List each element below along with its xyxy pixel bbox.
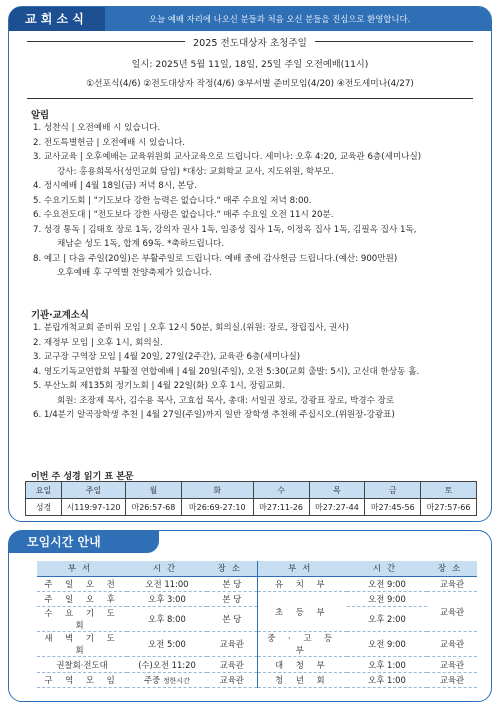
meeting-header: 시간 — [127, 561, 207, 576]
notice-item: 2. 전도특별헌금 | 오전예배 시 있습니다. — [33, 137, 186, 148]
meeting-cell: 교육관 — [207, 657, 257, 672]
meeting-cell: 본 당 — [207, 576, 257, 591]
bible-title: 이번 주 성경 읽기 표 본문 — [31, 472, 134, 482]
meeting-cell: 수 요 기 도 회 — [37, 607, 127, 632]
meeting-cell: 오후 1:00 — [347, 672, 427, 687]
meeting-cell-time: 주중 — [144, 674, 161, 685]
notice-item: 3. 교사교육 | 오후예배는 교육위원회 교사교육으로 드립니다. 세미나: 오후 4:20, 교육관 6층(세미나실) — [33, 152, 422, 162]
bible-cell: 마27:57-66 — [421, 499, 477, 516]
notice-item: 5. 수요기도회 | "기도보다 강한 능력은 없습니다." 매주 수요일 저녁 8:00. — [33, 195, 312, 206]
feature-steps: ①선포식(4/6) ②전도대상자 작정(4/6) ③부서별 준비모임(4/20) ④전도세미나(4/27) — [86, 79, 414, 89]
meeting-cell: 오후 3:00 — [127, 592, 207, 607]
meeting-cell: 오전 9:00 — [347, 592, 427, 607]
bible-header: 주일 — [62, 482, 126, 499]
external-item: 5. 부산노회 제135회 정기노회 | 4월 22일(화) 오후 1시, 장림교회. — [33, 381, 286, 391]
meeting-cell: 교육관 — [427, 632, 477, 657]
notice-item: 8. 예고 | 다음 주일(20일)은 부활주일로 드립니다. 예배 중에 감사헌금 드립니다.(예산: 900만원) — [33, 253, 398, 264]
bible-header: 토 — [421, 482, 477, 499]
meeting-panel — [8, 530, 492, 702]
bible-header: 화 — [181, 482, 253, 499]
external-item: 4. 영도기독교연합회 부활절 연합예배 | 4월 20일(주일), 오전 5:30(교회 출발: 5시), 고신대 한상동 홀. — [33, 366, 420, 377]
church-news-title: 교 회 소 식 — [9, 7, 105, 31]
church-news-header — [9, 7, 491, 31]
meeting-header: 장소 — [207, 561, 257, 576]
meeting-cell: 오후 1:00 — [347, 657, 427, 672]
meeting-cell: 교육관 — [207, 632, 257, 657]
bible-header: 요일 — [26, 482, 62, 499]
meeting-header: 부서 — [37, 561, 127, 576]
meeting-cell: (수)오전 11:20 — [127, 657, 207, 672]
meeting-cell: 본 당 — [207, 592, 257, 607]
meeting-cell: 오전 11:00 — [127, 576, 207, 591]
meeting-cell: 오후 8:00 — [127, 607, 207, 632]
meeting-table — [37, 561, 477, 688]
meeting-cell: 교육관 — [427, 672, 477, 687]
meeting-cell: 초 등 부 — [257, 592, 347, 632]
meeting-cell: 오전 9:00 — [347, 576, 427, 591]
feature-date: 일시: 2025년 5월 11일, 18일, 25일 주일 오전예배(11시) — [131, 59, 369, 70]
meeting-cell: 교육관 — [427, 576, 477, 591]
meeting-cell: 오후 2:00 — [347, 607, 427, 632]
meeting-cell: 권찰회·전도대 — [37, 657, 127, 672]
bible-header: 수 — [253, 482, 309, 499]
meeting-header: 시간 — [347, 561, 427, 576]
bible-table — [25, 481, 477, 516]
meeting-cell: 교육관 — [427, 657, 477, 672]
bible-cell: 마27:27-44 — [309, 499, 365, 516]
bible-cell: 마26:69-27:10 — [181, 499, 253, 516]
meeting-cell: 오전 5:00 — [127, 632, 207, 657]
notice-list — [33, 121, 473, 281]
meeting-cell: 주 일 오 후 — [37, 592, 127, 607]
bible-cell: 시119:97-120 — [62, 499, 126, 516]
meeting-cell: 구 역 모 임 — [37, 672, 127, 687]
notice-item: 1. 성찬식 | 오전예배 시 있습니다. — [33, 123, 161, 133]
bible-cell: 성경 — [26, 499, 62, 516]
bible-cell: 마27:45-56 — [365, 499, 421, 516]
notice-item: 7. 성경 통독 | 김태호 장로 1독, 강의자 권사 1독, 임종성 집사 1독, 이정옥 집사 1독, 김필옥 집사 1독, — [33, 224, 417, 235]
bible-cell: 마27:11-26 — [253, 499, 309, 516]
meeting-cell — [127, 672, 207, 687]
feature-title: 2025 전도대상자 초청주일 — [185, 35, 315, 49]
meeting-cell: 본 당 — [207, 607, 257, 632]
notice-item: 채남순 성도 1독, 합계 69독. *축하드립니다. — [57, 239, 225, 249]
feature-box — [27, 38, 473, 99]
external-list — [33, 321, 473, 423]
meeting-header: 부서 — [257, 561, 347, 576]
notice-item: 6. 수요전도대 | "전도보다 강한 사랑은 없습니다." 매주 수요일 오전 11시 20분. — [33, 210, 334, 220]
meeting-cell: 교육관 — [207, 672, 257, 687]
meeting-cell: 오전 9:00 — [347, 632, 427, 657]
bible-header: 금 — [365, 482, 421, 499]
meeting-cell: 새 벽 기 도 회 — [37, 632, 127, 657]
notice-item: 오후예배 후 구역별 찬양축제가 있습니다. — [57, 268, 212, 278]
external-item: 회원: 조장제 목사, 김수용 목사, 고효섭 목사, 총대: 서일권 장로, 강광표 장로, 박경수 장로 — [57, 395, 395, 406]
bible-cell: 마26:57-68 — [126, 499, 182, 516]
notice-item: 강사: 홍용희목사(성민교회 담임) *대상: 교회학교 교사, 지도위원, 학부모. — [57, 166, 334, 177]
meeting-header: 장소 — [427, 561, 477, 576]
notice-title: 알림 — [31, 110, 50, 121]
meeting-cell: 주 일 오 전 — [37, 576, 127, 591]
meeting-cell-time-note: 정한시간 — [162, 676, 190, 685]
external-item: 2. 재정부 모임 | 오후 1시, 회의실. — [33, 337, 163, 348]
meeting-title: 모임시간 안내 — [9, 531, 159, 553]
meeting-cell: 대 청 부 — [257, 657, 347, 672]
external-item: 1. 분립개척교회 준비위 모임 | 오후 12시 50분, 회의실.(위원: 장로, 장립집사, 권사) — [33, 323, 349, 333]
bible-header: 목 — [309, 482, 365, 499]
bible-header: 월 — [126, 482, 182, 499]
church-news-panel — [8, 6, 492, 522]
meeting-cell: 교육관 — [427, 592, 477, 632]
meeting-cell: 중 · 고 등 부 — [257, 632, 347, 657]
meeting-cell: 청 년 회 — [257, 672, 347, 687]
welcome-text: 오늘 예배 자리에 나오신 분들과 처음 오신 분들을 진심으로 환영합니다. — [149, 14, 411, 24]
external-title: 기관·교계소식 — [31, 310, 89, 321]
notice-item: 4. 정시예배 | 4월 18일(금) 저녁 8시, 본당. — [33, 181, 197, 191]
external-item: 6. 1/4분기 알곡장학생 추천 | 4월 27일(주일)까지 일반 장학생 추천해 주십시오.(위원장-강광표) — [33, 410, 395, 420]
meeting-cell: 유 치 부 — [257, 576, 347, 591]
external-item: 3. 교구장 구역장 모임 | 4월 20일, 27일(2주간), 교육관 6층(세미나실) — [33, 352, 301, 362]
